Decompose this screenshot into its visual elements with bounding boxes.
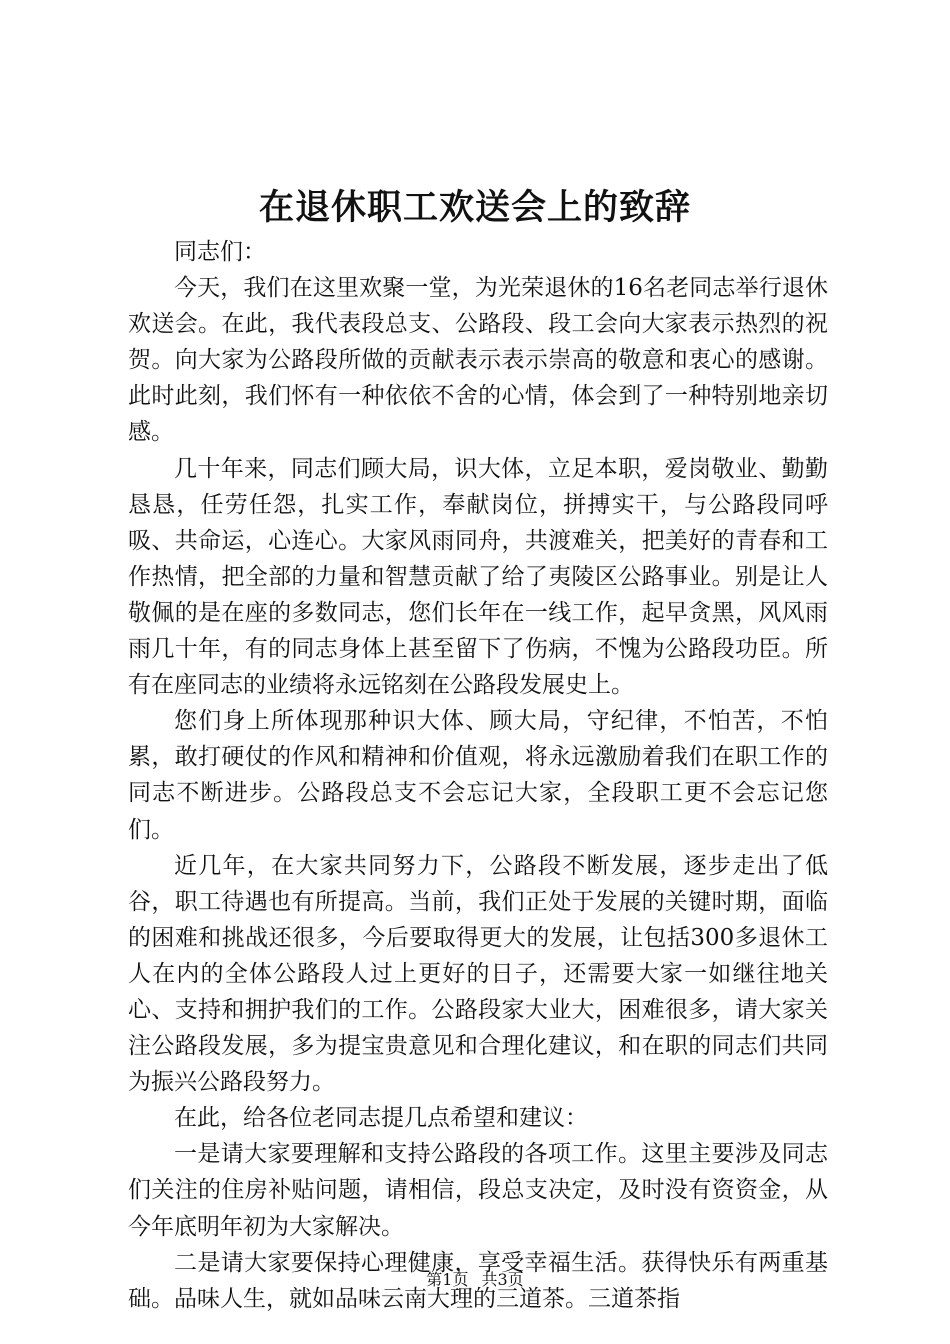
- paragraph: 近几年，在大家共同努力下，公路段不断发展，逐步走出了低谷，职工待遇也有所提高。当前，我们正处于发展的关键时期，面临的困难和挑战还很多，今后要取得更大的发展，让包括300多退休工人在内的全体公路段人过上更好的日子，还需要大家一如继往地关心、支持和拥护我们的工作。公路段家大业大，困难很多，请大家关注公路段发展，多为提宝贵意见和合理化建议，和在职的同志们共同为振兴公路段努力。: [128, 852, 828, 1096]
- paragraph: 几十年来，同志们顾大局，识大体，立足本职，爱岗敬业、勤勤恳恳，任劳任怨，扎实工作，奉献岗位，拼搏实干，与公路段同呼吸、共命运，心连心。大家风雨同舟，共渡难关，把美好的青春和工作热情，把全部的力量和智慧贡献了给了夷陵区公路事业。别是让人敬佩的是在座的多数同志，您们长年在一线工作，起早贪黑，风风雨雨几十年，有的同志身体上甚至留下了伤病，不愧为公路段功臣。所有在座同志的业绩将永远铭刻在公路段发展史上。: [128, 455, 828, 699]
- paragraph: 今天，我们在这里欢聚一堂，为光荣退休的16名老同志举行退休欢送会。在此，我代表段总支、公路段、段工会向大家表示热烈的祝贺。向大家为公路段所做的贡献表示表示崇高的敬意和衷心的感谢。此时此刻，我们怀有一种依依不舍的心情，体会到了一种特别地亲切感。: [128, 275, 828, 446]
- document-title: 在退休职工欢送会上的致辞: [258, 187, 691, 228]
- paragraph: 二是请大家要保持心理健康，享受幸福生活。获得快乐有两重基础。品味人生，就如品味云南大理的三道茶。三道茶指: [128, 1249, 828, 1312]
- paragraph: 在此，给各位老同志提几点希望和建议：: [174, 1105, 588, 1132]
- page-total: 共3页: [481, 1270, 524, 1289]
- page-number: 第1页: [426, 1270, 469, 1289]
- document-body: [128, 234, 828, 1317]
- page-footer: [0, 1268, 950, 1292]
- paragraph: 您们身上所体现那种识大体、顾大局，守纪律，不怕苦，不怕累，敢打硬仗的作风和精神和价值观，将永远激励着我们在职工作的同志不断进步。公路段总支不会忘记大家，全段职工更不会忘记您们。: [128, 708, 828, 843]
- paragraph: 一是请大家要理解和支持公路段的各项工作。这里主要涉及同志们关注的住房补贴问题，请相信，段总支决定，及时没有资资金，从今年底明年初为大家解决。: [128, 1141, 828, 1240]
- paragraph-salutation: 同志们：: [174, 239, 266, 265]
